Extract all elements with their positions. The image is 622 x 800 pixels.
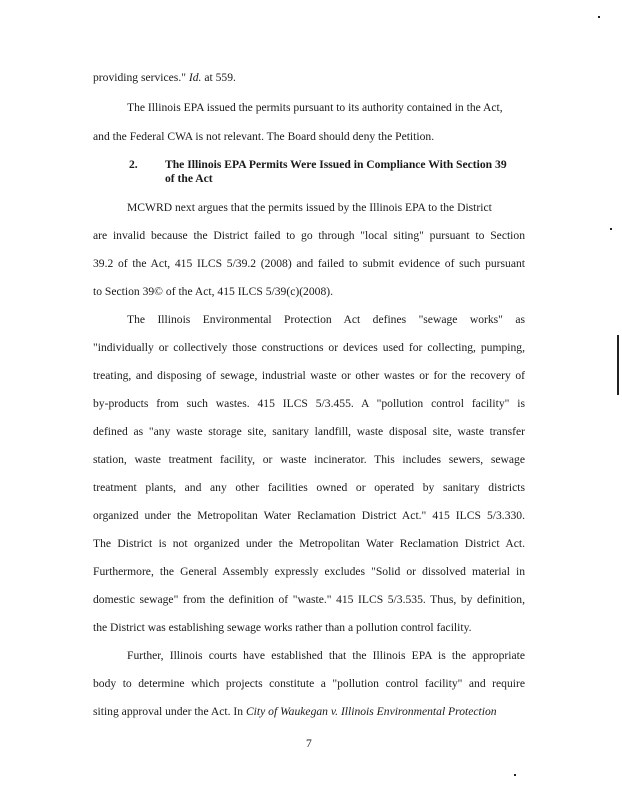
text-fragment: at 559. (204, 71, 236, 84)
section-number: 2. (129, 158, 138, 171)
text-line (93, 71, 236, 85)
case-citation: City of Waukegan v. Illinois Environmental Protection (245, 705, 497, 718)
text-line: Furthermore, the General Assembly expressly excludes "Solid or dissolved material in (93, 565, 525, 578)
text-line: by-products from such wastes. 415 ILCS 5/3.455. A "pollution control facility" is (93, 397, 525, 410)
text-line: MCWRD next argues that the permits issued by the Illinois EPA to the District (127, 201, 492, 214)
text-fragment: siting approval under the Act. In (93, 705, 244, 718)
text-line: treatment plants, and any other facilities owned or operated by sanitary districts (93, 481, 525, 494)
scan-edge-mark (617, 335, 619, 395)
scan-speck (610, 228, 612, 230)
text-line: to Section 39© of the Act, 415 ILCS 5/39(c)(2008). (93, 285, 334, 298)
scan-speck (514, 774, 516, 776)
page-number: 7 (306, 737, 312, 750)
text-line: station, waste treatment facility, or waste incinerator. This includes sewers, sewage (93, 453, 525, 466)
text-line: and the Federal CWA is not relevant. The Board should deny the Petition. (93, 130, 435, 143)
text-line: domestic sewage" from the definition of "waste." 415 ILCS 5/3.535. Thus, by definition, (93, 593, 525, 606)
text-line: defined as "any waste storage site, sanitary landfill, waste disposal site, waste transfer (93, 425, 525, 438)
citation: Id. (188, 71, 202, 84)
section-heading: The Illinois EPA Permits Were Issued in Compliance With Section 39 (165, 158, 507, 171)
text-line: 39.2 of the Act, 415 ILCS 5/39.2 (2008) and failed to submit evidence of such pursuant (93, 257, 525, 270)
text-line: are invalid because the District failed to go through "local siting" pursuant to Section (93, 229, 525, 242)
scan-speck (598, 16, 600, 18)
text-line: treating, and disposing of sewage, industrial waste or other wastes or for the recovery of (93, 369, 525, 382)
text-line: The Illinois Environmental Protection Act defines "sewage works" as (127, 313, 525, 326)
text-line: organized under the Metropolitan Water Reclamation District Act." 415 ILCS 5/3.330. (93, 509, 525, 522)
text-line: the District was establishing sewage works rather than a pollution control facility. (93, 621, 472, 634)
text-fragment: providing services." (93, 71, 186, 84)
text-line (93, 705, 497, 719)
text-line: Further, Illinois courts have established that the Illinois EPA is the appropriate (127, 649, 525, 662)
text-line: The District is not organized under the Metropolitan Water Reclamation District Act. (93, 537, 525, 550)
section-heading-cont: of the Act (165, 172, 213, 185)
text-line: body to determine which projects constitute a "pollution control facility" and require (93, 677, 525, 690)
text-line: "individually or collectively those constructions or devices used for collecting, pumping, (93, 341, 525, 354)
text-line: The Illinois EPA issued the permits pursuant to its authority contained in the Act, (127, 101, 503, 114)
